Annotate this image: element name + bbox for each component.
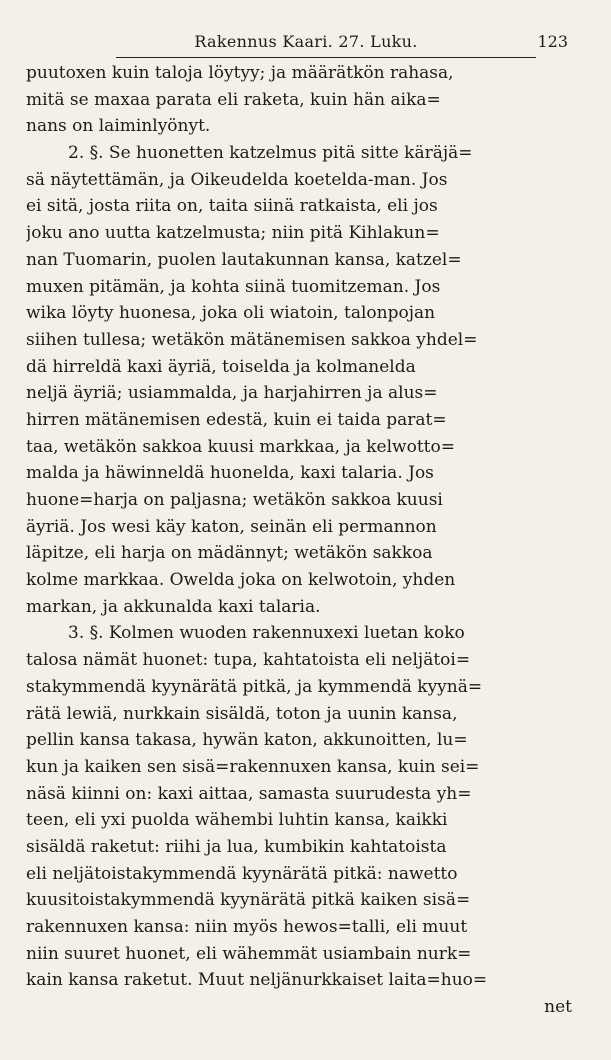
text-line: kuusitoistakymmendä kyynärätä pitkä kaiken sisä= [26,890,471,911]
text-line: rakennuxen kansa: niin myös hewos=talli, eli muut [26,917,468,937]
text-line: malda ja häwinneldä huonelda, kaxi talaria. Jos [26,463,434,484]
running-title: Rakennus Kaari. 27. Luku. [194,32,418,51]
text-line: teen, eli yxi puolda wähembi luhtin kansa, kaikki [26,810,448,831]
text-line: dä hirreldä kaxi äyriä, toiselda ja kolmanelda [26,356,416,377]
text-line: eli neljätoistakymmendä kyynärätä pitkä: nawetto [26,863,458,884]
text-line: kolme markkaa. Owelda joka on kelwotoin, yhden [26,570,456,591]
text-line: ei sitä, josta riita on, taita siinä ratkaista, eli jos [26,196,438,217]
text-line: neljä äyriä; usiammalda, ja harjahirren ja alus= [26,383,438,404]
text-line: stakymmendä kyynärätä pitkä, ja kymmendä kyynä= [26,676,483,697]
text-line: huone=harja on paljasna; wetäkön sakkoa kuusi [26,490,443,510]
text-line: talosa nämät huonet: tupa, kahtatoista eli neljätoi= [26,650,471,671]
text-line: pellin kansa takasa, hywän katon, akkunoitten, lu= [26,730,468,751]
text-line: nan Tuomarin, puolen lautakunnan kansa, katzel= [26,249,462,270]
text-line: joku ano uutta katzelmusta; niin pitä Kihlakun= [26,223,440,244]
text-line: näsä kiinni on: kaxi aittaa, samasta suurudesta yh= [26,783,472,804]
text-line: taa, wetäkön sakkoa kuusi markkaa, ja kelwotto= [26,436,455,457]
text-line: äyriä. Jos wesi käy katon, seinän eli permannon [26,516,437,537]
text-line: mitä se maxaa parata eli raketa, kuin hän aika= [26,89,441,110]
text-line: sisäldä raketut: riihi ja lua, kumbikin kahtatoista [26,836,447,857]
catchword: net [544,997,572,1018]
text-line: niin suuret huonet, eli wähemmät usiambain nurk= [26,943,472,964]
text-line: siihen tullesa; wetäkön mätänemisen sakkoa yhdel= [26,329,478,350]
page-body [26,60,586,1021]
text-line: wika löyty huonesa, joka oli wiatoin, talonpojan [26,303,436,324]
running-header [26,32,586,54]
text-line: kain kansa raketut. Muut neljänurkkaiset laita=huo= [26,970,488,991]
text-line: muxen pitämän, ja kohta siinä tuomitzeman. Jos [26,276,441,297]
text-line: markan, ja akkunalda kaxi talaria. [26,596,321,617]
text-line: puutoxen kuin taloja löytyy; ja määrätkön rahasa, [26,63,454,83]
book-page [26,32,586,1042]
text-line: rätä lewiä, nurkkain sisäldä, toton ja uunin kansa, [26,703,458,724]
text-line: hirren mätänemisen edestä, kuin ei taida parat= [26,409,447,430]
text-line: nans on laiminlyönyt. [26,116,211,137]
text-line: läpitze, eli harja on mädännyt; wetäkön sakkoa [26,543,433,564]
header-rule [116,57,536,58]
page-number: 123 [537,32,568,51]
section-3-first-line: 3. §. Kolmen wuoden rakennuxexi luetan koko [68,623,465,644]
text-line: kun ja kaiken sen sisä=rakennuxen kansa, kuin sei= [26,756,480,777]
text-line: sä näytettämän, ja Oikeudelda koetelda-man. Jos [26,169,448,190]
section-2-first-line: 2. §. Se huonetten katzelmus pitä sitte käräjä= [68,143,473,164]
